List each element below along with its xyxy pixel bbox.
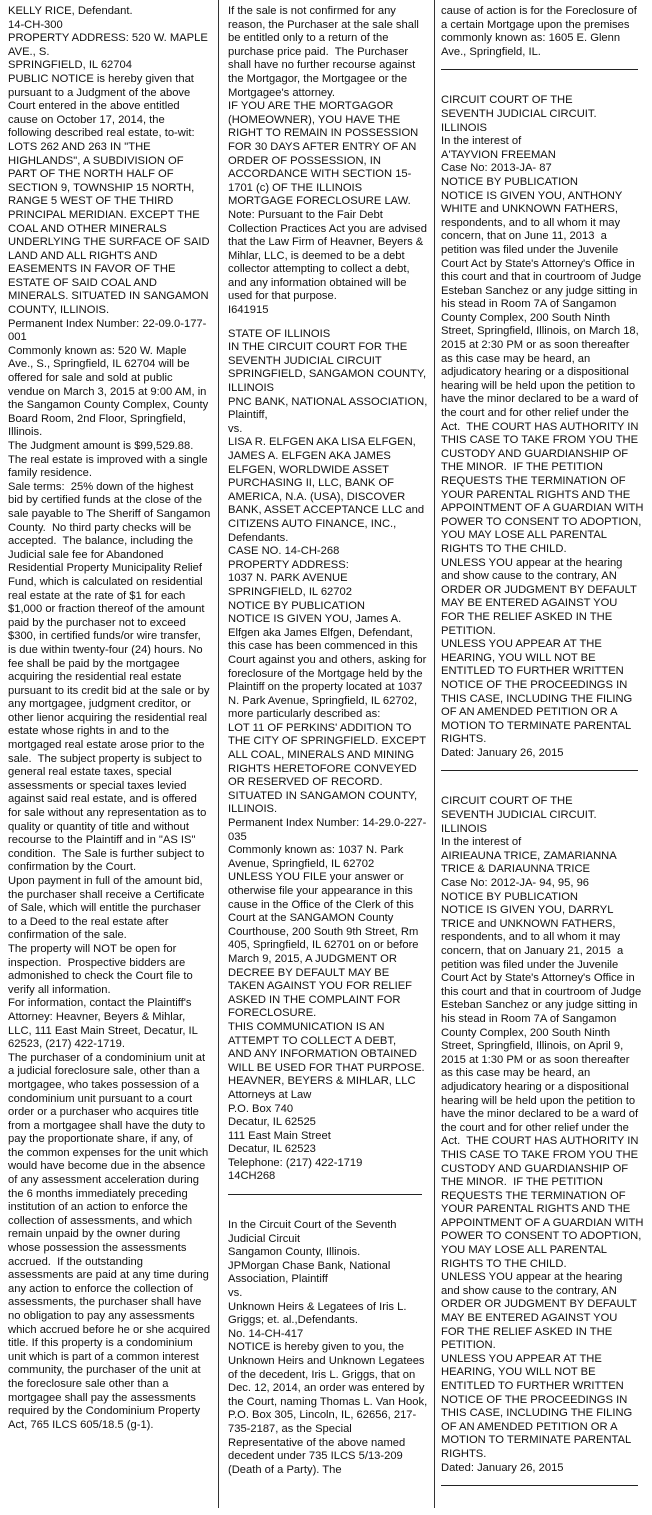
- notice-text: UNLESS YOU appear at the hearing and show cause to the contrary, AN ORDER OR JUDGMENT BY DEFAULT MAY BE ENTERED AGAINST YOU FOR THE RELIEF ASKED IN THE PETITION.: [441, 1271, 640, 1352]
- notice-text: Sale terms: 25% down of the highest bid by certified funds at the close of the sale payable to The Sheriff of Sangamon County. No third party checks will be accepted. The balance, including the Judicial sale fee for Abandoned Residential Property Municipality Relief Fund, which is calculated on residential real estate at the rate of $1 for each $1,000 or fraction thereof of the amount paid by the purchaser not to exceed $300, in certified funds/or wire transfer, is due within twenty-four (24) hours. No fee shall be paid by the mortgagee acquiring the residential real estate pursuant to its credit bid at the sale or by any mortgagee, judgment creditor, or other lienor acquiring the residential real estate whose rights in and to the mortgaged real estate arose prior to the sale. The subject property is subject to general real estate taxes, special assessments or special taxes levied against said real estate, and is offered for sale without any representation as to quality or quantity of title and without recourse to the Plaintiff and in "AS IS" condition. The Sale is further subject to confirmation by the Court.: [8, 480, 214, 874]
- notice-text: For information, contact the Plaintiff's Attorney: Heavner, Beyers & Mihlar, LLC, 111 East Main Street, Decatur, IL 62523, (217) 422-1719.: [8, 997, 201, 1051]
- notice-text: Decatur, IL 62523: [228, 1143, 316, 1156]
- notice-separator: [441, 69, 638, 70]
- notice-text: Unknown Heirs & Legatees of Iris L. Griggs; et. al.,Defendants.: [228, 1300, 410, 1327]
- notice-text: P.O. Box 740: [228, 1102, 294, 1115]
- notice-text: LISA R. ELFGEN AKA LISA ELFGEN, JAMES A. ELFGEN AKA JAMES ELFGEN, WORLDWIDE ASSET PURCHASING II, LLC, BANK OF AMERICA, N.A. (USA), DISCOVER BANK, ASSET ACCEPTANCE LLC and CITIZENS AUTO FINANCE, INC., Defendants.: [228, 436, 428, 544]
- notice-text: If the sale is not confirmed for any reason, the Purchaser at the sale shall be entitled only to a return of the purchase price paid. The Purchaser shall have no further recourse against the Mortgagor, the Mortgagee or the Mortgagee's attorney.: [228, 5, 423, 99]
- column-2: [228, 5, 431, 1477]
- notice-text: SEVENTH JUDICIAL CIRCUIT. ILLINOIS: [441, 107, 600, 134]
- legal-notice: [441, 5, 644, 59]
- legal-notice: [228, 5, 431, 318]
- notice-text: Upon payment in full of the amount bid, the purchaser shall receive a Certificate of Sale, which will entitle the purchaser to a Deed to the real estate after confirmation of the sale.: [8, 875, 208, 942]
- column-3: [441, 5, 647, 1510]
- notice-text: CASE NO. 14-CH-268: [228, 545, 340, 558]
- notice-text: A'TAYVION FREEMAN: [441, 148, 556, 161]
- notice-text: Commonly known as: 1037 N. Park Avenue, Springfield, IL 62702: [228, 844, 406, 870]
- notice-text: UNLESS YOU appear at the hearing and show cause to the contrary, AN ORDER OR JUDGMENT BY DEFAULT MAY BE ENTERED AGAINST YOU FOR THE RELIEF ASKED IN THE PETITION.: [441, 556, 640, 637]
- notice-text: cause of action is for the Foreclosure of a certain Mortgage upon the premises commonly known as: 1605 E. Glenn Ave., Springfield, IL.: [441, 5, 640, 58]
- notice-text: NOTICE BY PUBLICATION: [228, 599, 365, 612]
- notice-text: In the Circuit Court of the Seventh Judicial Circuit: [228, 1219, 400, 1245]
- notice-text: NOTICE IS GIVEN YOU, ANTHONY WHITE and UNKNOWN FATHERS, respondents, and to all whom it may concern, that on June 11, 2013 a petition was filed under the Juvenile Court Act by State's Attorney's Office in this court and that in courtroom of Judge Esteban Sanchez or any judge sitting in his stead in Room 7A of Sangamon County Complex, 200 South Ninth Street, Springfield, Illinois, on March 18, 2015 at 2:30 PM or as soon thereafter as this case may be heard, an adjudicatory hearing or a dispositional hearing will be held upon the petition to have the minor declared to be a ward of the court and for other relief under the Act. THE COURT HAS AUTHORITY IN THIS CASE TO TAKE FROM YOU THE CUSTODY AND GUARDIANSHIP OF THE MINOR. IF THE PETITION REQUESTS THE TERMINATION OF YOUR PARENTAL RIGHTS AND THE APPOINTMENT OF A GUARDIAN WITH POWER TO CONSENT TO ADOPTION, YOU MAY LOSE ALL PARENTAL RIGHTS TO THE CHILD.: [441, 189, 647, 555]
- notice-text: PROPERTY ADDRESS: 520 W. MAPLE AVE., S.: [8, 32, 211, 58]
- notice-text: UNLESS YOU APPEAR AT THE HEARING, YOU WILL NOT BE ENTITLED TO FURTHER WRITTEN NOTICE OF THE PROCEEDINGS IN THIS CASE, INCLUDING THE FILING OF AN AMENDED PETITION OR A MOTION TO TERMINATE PARENTAL RIGHTS.: [441, 1352, 636, 1460]
- notice-separator: [441, 1485, 638, 1486]
- notice-text: IF YOU ARE THE MORTGAGOR (HOMEOWNER), YOU HAVE THE RIGHT TO REMAIN IN POSSESSION FOR 30 DAYS AFTER ENTRY OF AN ORDER OF POSSESSION, IN ACCORDANCE WITH SECTION 15-1701 (c) OF THE ILLINOIS MORTGAGE FORECLOSURE LAW.: [228, 100, 422, 208]
- notice-separator: [228, 1194, 422, 1195]
- notice-text: Case No: 2012-JA- 94, 95, 96: [441, 877, 590, 890]
- legal-notice: [228, 1219, 431, 1477]
- notice-text: UNLESS YOU APPEAR AT THE HEARING, YOU WILL NOT BE ENTITLED TO FURTHER WRITTEN NOTICE OF THE PROCEEDINGS IN THIS CASE, INCLUDING THE FILING OF AN AMENDED PETITION OR A MOTION TO TERMINATE PARENTAL RIGHTS.: [441, 638, 636, 746]
- notice-text: In the interest of: [441, 836, 522, 849]
- notice-text: KELLY RICE, Defendant.: [8, 5, 133, 17]
- notice-text: Permanent Index Number: 22-09.0-177-001: [8, 317, 207, 344]
- notice-text: SPRINGFIELD, IL 62702: [228, 585, 352, 598]
- notice-text: No. 14-CH-417: [228, 1327, 304, 1340]
- column-divider-right: [434, 0, 435, 1508]
- notice-text: HEAVNER, BEYERS & MIHLAR, LLC: [228, 1075, 416, 1088]
- notice-text: AIRIEAUNA TRICE, ZAMARIANNA TRICE & DARIAUNNA TRICE: [441, 849, 620, 876]
- notice-text: vs.: [228, 1287, 243, 1300]
- notice-text: IN THE CIRCUIT COURT FOR THE SEVENTH JUDICIAL CIRCUIT: [228, 341, 411, 367]
- notice-text: vs.: [228, 422, 243, 435]
- notice-text: Sangamon County, Illinois.: [228, 1246, 361, 1259]
- notice-text: PROPERTY ADDRESS:: [228, 558, 349, 571]
- notice-text: 14CH268: [228, 1170, 276, 1183]
- notice-text: Permanent Index Number: 14-29.0-227-035: [228, 817, 427, 843]
- notice-text: I641915: [228, 304, 269, 317]
- notice-text: Dated: January 26, 2015: [441, 1461, 564, 1474]
- notice-text: In the interest of: [441, 135, 522, 148]
- notice-separator: [441, 770, 638, 771]
- notice-text: NOTICE IS GIVEN YOU, James A. Elfgen aka James Elfgen, Defendant, this case has been commenced in this Court against you and others, asking for foreclosure of the Mortgage held by the Plaintiff on the property located at 1037 N. Park Avenue, Springfield, IL 62702, more particularly described as:: [228, 613, 430, 721]
- notice-text: Note: Pursuant to the Fair Debt Collection Practices Act you are advised that the Law Firm of Heavner, Beyers & Mihlar, LLC, is deemed to be a debt collector attempting to collect a debt, and any information obtained will be used for that purpose.: [228, 208, 431, 303]
- notice-text: The Judgment amount is $99,529.88. The real estate is improved with a single family residence.: [8, 440, 211, 480]
- notice-text: 14-CH-300: [8, 18, 63, 31]
- notice-text: SEVENTH JUDICIAL CIRCUIT. ILLINOIS: [441, 809, 600, 835]
- legal-notice: [441, 795, 647, 1475]
- notice-text: 1037 N. PARK AVENUE: [228, 572, 348, 585]
- notice-text: Telephone: (217) 422-1719: [228, 1156, 363, 1169]
- column-1: [8, 5, 214, 1432]
- notice-text: STATE OF ILLINOIS: [228, 327, 331, 340]
- notice-text: 111 East Main Street: [228, 1129, 331, 1142]
- notice-text: Dated: January 26, 2015: [441, 746, 564, 759]
- notice-text: The property will NOT be open for inspection. Prospective bidders are admonished to check the Court file to verify all information.: [8, 942, 196, 996]
- notice-text: LOT 11 OF PERKINS' ADDITION TO THE CITY OF SPRINGFIELD. EXCEPT ALL COAL, MINERALS AND MINING RIGHTS HERETOFORE CONVEYED OR RESERVED OF RECORD. SITUATED IN SANGAMON COUNTY, ILLINOIS.: [228, 721, 429, 816]
- notice-text: AND ANY INFORMATION OBTAINED WILL BE USED FOR THAT PURPOSE.: [228, 1048, 425, 1074]
- notice-text: NOTICE is hereby given to you, the Unknown Heirs and Unknown Legatees of the decedent, Iris L. Griggs, that on Dec. 12, 2014, an order was entered by the Court, naming Thomas L. Van Hook, P.O. Box 305, Lincoln, IL, 62656, 217-735-2187, as the Special Representative of the above named decedent under 735 ILCS 5/13-209 (Death of a Party). The: [228, 1341, 431, 1476]
- column-divider-left: [218, 0, 219, 1508]
- notice-text: The purchaser of a condominium unit at a judicial foreclosure sale, other than a mortgagee, who takes possession of a condominium unit pursuant to a court order or a purchaser who acquires title from a mortgagee shall have the duty to pay the proportionate share, if any, of the common expenses for the unit which would have become due in the absence of any assessment acceleration during the 6 months immediately preceding institution of an action to enforce the collection of assessments, and which remain unpaid by the owner during whose possession the assessments accrued. If the outstanding assessments are paid at any time during any action to enforce the collection of assessments, the purchaser shall have no obligation to pay any assessments which accrued before he or she acquired title. If this property is a condominium unit which is part of a common interest community, the purchaser of the unit at the foreclosure sale other than a mortgagee shall pay the assessments required by the Condominium Property Act, 765 ILCS 605/18.5 (g-1).: [8, 1051, 214, 1431]
- notice-text: SPRINGFIELD, IL 62704: [8, 59, 132, 72]
- notice-text: CIRCUIT COURT OF THE: [441, 94, 573, 107]
- notice-text: NOTICE BY PUBLICATION: [441, 175, 578, 188]
- notice-text: PNC BANK, NATIONAL ASSOCIATION, Plaintiff,: [228, 395, 431, 422]
- notice-text: SPRINGFIELD, SANGAMON COUNTY, ILLINOIS: [228, 368, 430, 395]
- legal-notice: [441, 94, 647, 760]
- notice-text: CIRCUIT COURT OF THE: [441, 795, 573, 808]
- notice-text: NOTICE IS GIVEN YOU, DARRYL TRICE and UNKNOWN FATHERS, respondents, and to all whom it may concern, that on January 21, 2015 a petition was filed under the Juvenile Court Act by State's Attorney's Office in this court and that in courtroom of Judge Esteban Sanchez or any judge sitting in his stead in Room 7A of Sangamon County Complex, 200 South Ninth Street, Springfield, Illinois, on April 9, 2015 at 1:30 PM or as soon thereafter as this case may be heard, an adjudicatory hearing or a dispositional hearing will be held upon the petition to have the minor declared to be a ward of the court and for other relief under the Act. THE COURT HAS AUTHORITY IN THIS CASE TO TAKE FROM YOU THE CUSTODY AND GUARDIANSHIP OF THE MINOR. IF THE PETITION REQUESTS THE TERMINATION OF YOUR PARENTAL RIGHTS AND THE APPOINTMENT OF A GUARDIAN WITH POWER TO CONSENT TO ADOPTION, YOU MAY LOSE ALL PARENTAL RIGHTS TO THE CHILD.: [441, 904, 647, 1270]
- notice-text: Commonly known as: 520 W. Maple Ave., S., Springfield, IL 62704 will be offered for sale and sold at public vendue on March 3, 2015 at 9:00 AM, in the Sangamon County Complex, County Board Room, 2nd Floor, Springfield, Illinois.: [8, 344, 212, 439]
- notice-text: JPMorgan Chase Bank, National Association, Plaintiff: [228, 1259, 393, 1286]
- notice-text: Case No: 2013-JA- 87: [441, 162, 552, 175]
- notice-text: PUBLIC NOTICE is hereby given that pursuant to a Judgment of the above Court entered in the above entitled cause on October 17, 2014, the following described real estate, to-wit: LOTS 262 AND 263 IN "THE HIGHLANDS", A SUBDIVISION OF PART OF THE NORTH HALF OF SECTION 9, TOWNSHIP 15 NORTH, RANGE 5 WEST OF THE THIRD PRINCIPAL MERIDIAN. EXCEPT THE COAL AND OTHER MINERALS UNDERLYING THE SURFACE OF SAID LAND AND ALL RIGHTS AND EASEMENTS IN FAVOR OF THE ESTATE OF SAID COAL AND MINERALS. SITUATED IN SANGAMON COUNTY, ILLINOIS.: [8, 72, 213, 317]
- notice-text: THIS COMMUNICATION IS AN ATTEMPT TO COLLECT A DEBT,: [228, 1020, 397, 1047]
- notice-text: NOTICE BY PUBLICATION: [441, 890, 578, 903]
- legal-notice: [228, 327, 431, 1184]
- legal-notice: [8, 5, 214, 1432]
- notice-spacer: [228, 318, 428, 328]
- notice-text: UNLESS YOU FILE your answer or otherwise file your appearance in this cause in the Office of the Clerk of this Court at the SANGAMON County Courthouse, 200 South 9th Street, Rm 405, Springfield, IL 62701 on or before March 9, 2015, A JUDGMENT OR DECREE BY DEFAULT MAY BE TAKEN AGAINST YOU FOR RELIEF ASKED IN THE COMPLAINT FOR FORECLOSURE.: [228, 871, 422, 1020]
- notice-text: Attorneys at Law: [228, 1088, 312, 1101]
- notice-text: Decatur, IL 62525: [228, 1116, 316, 1129]
